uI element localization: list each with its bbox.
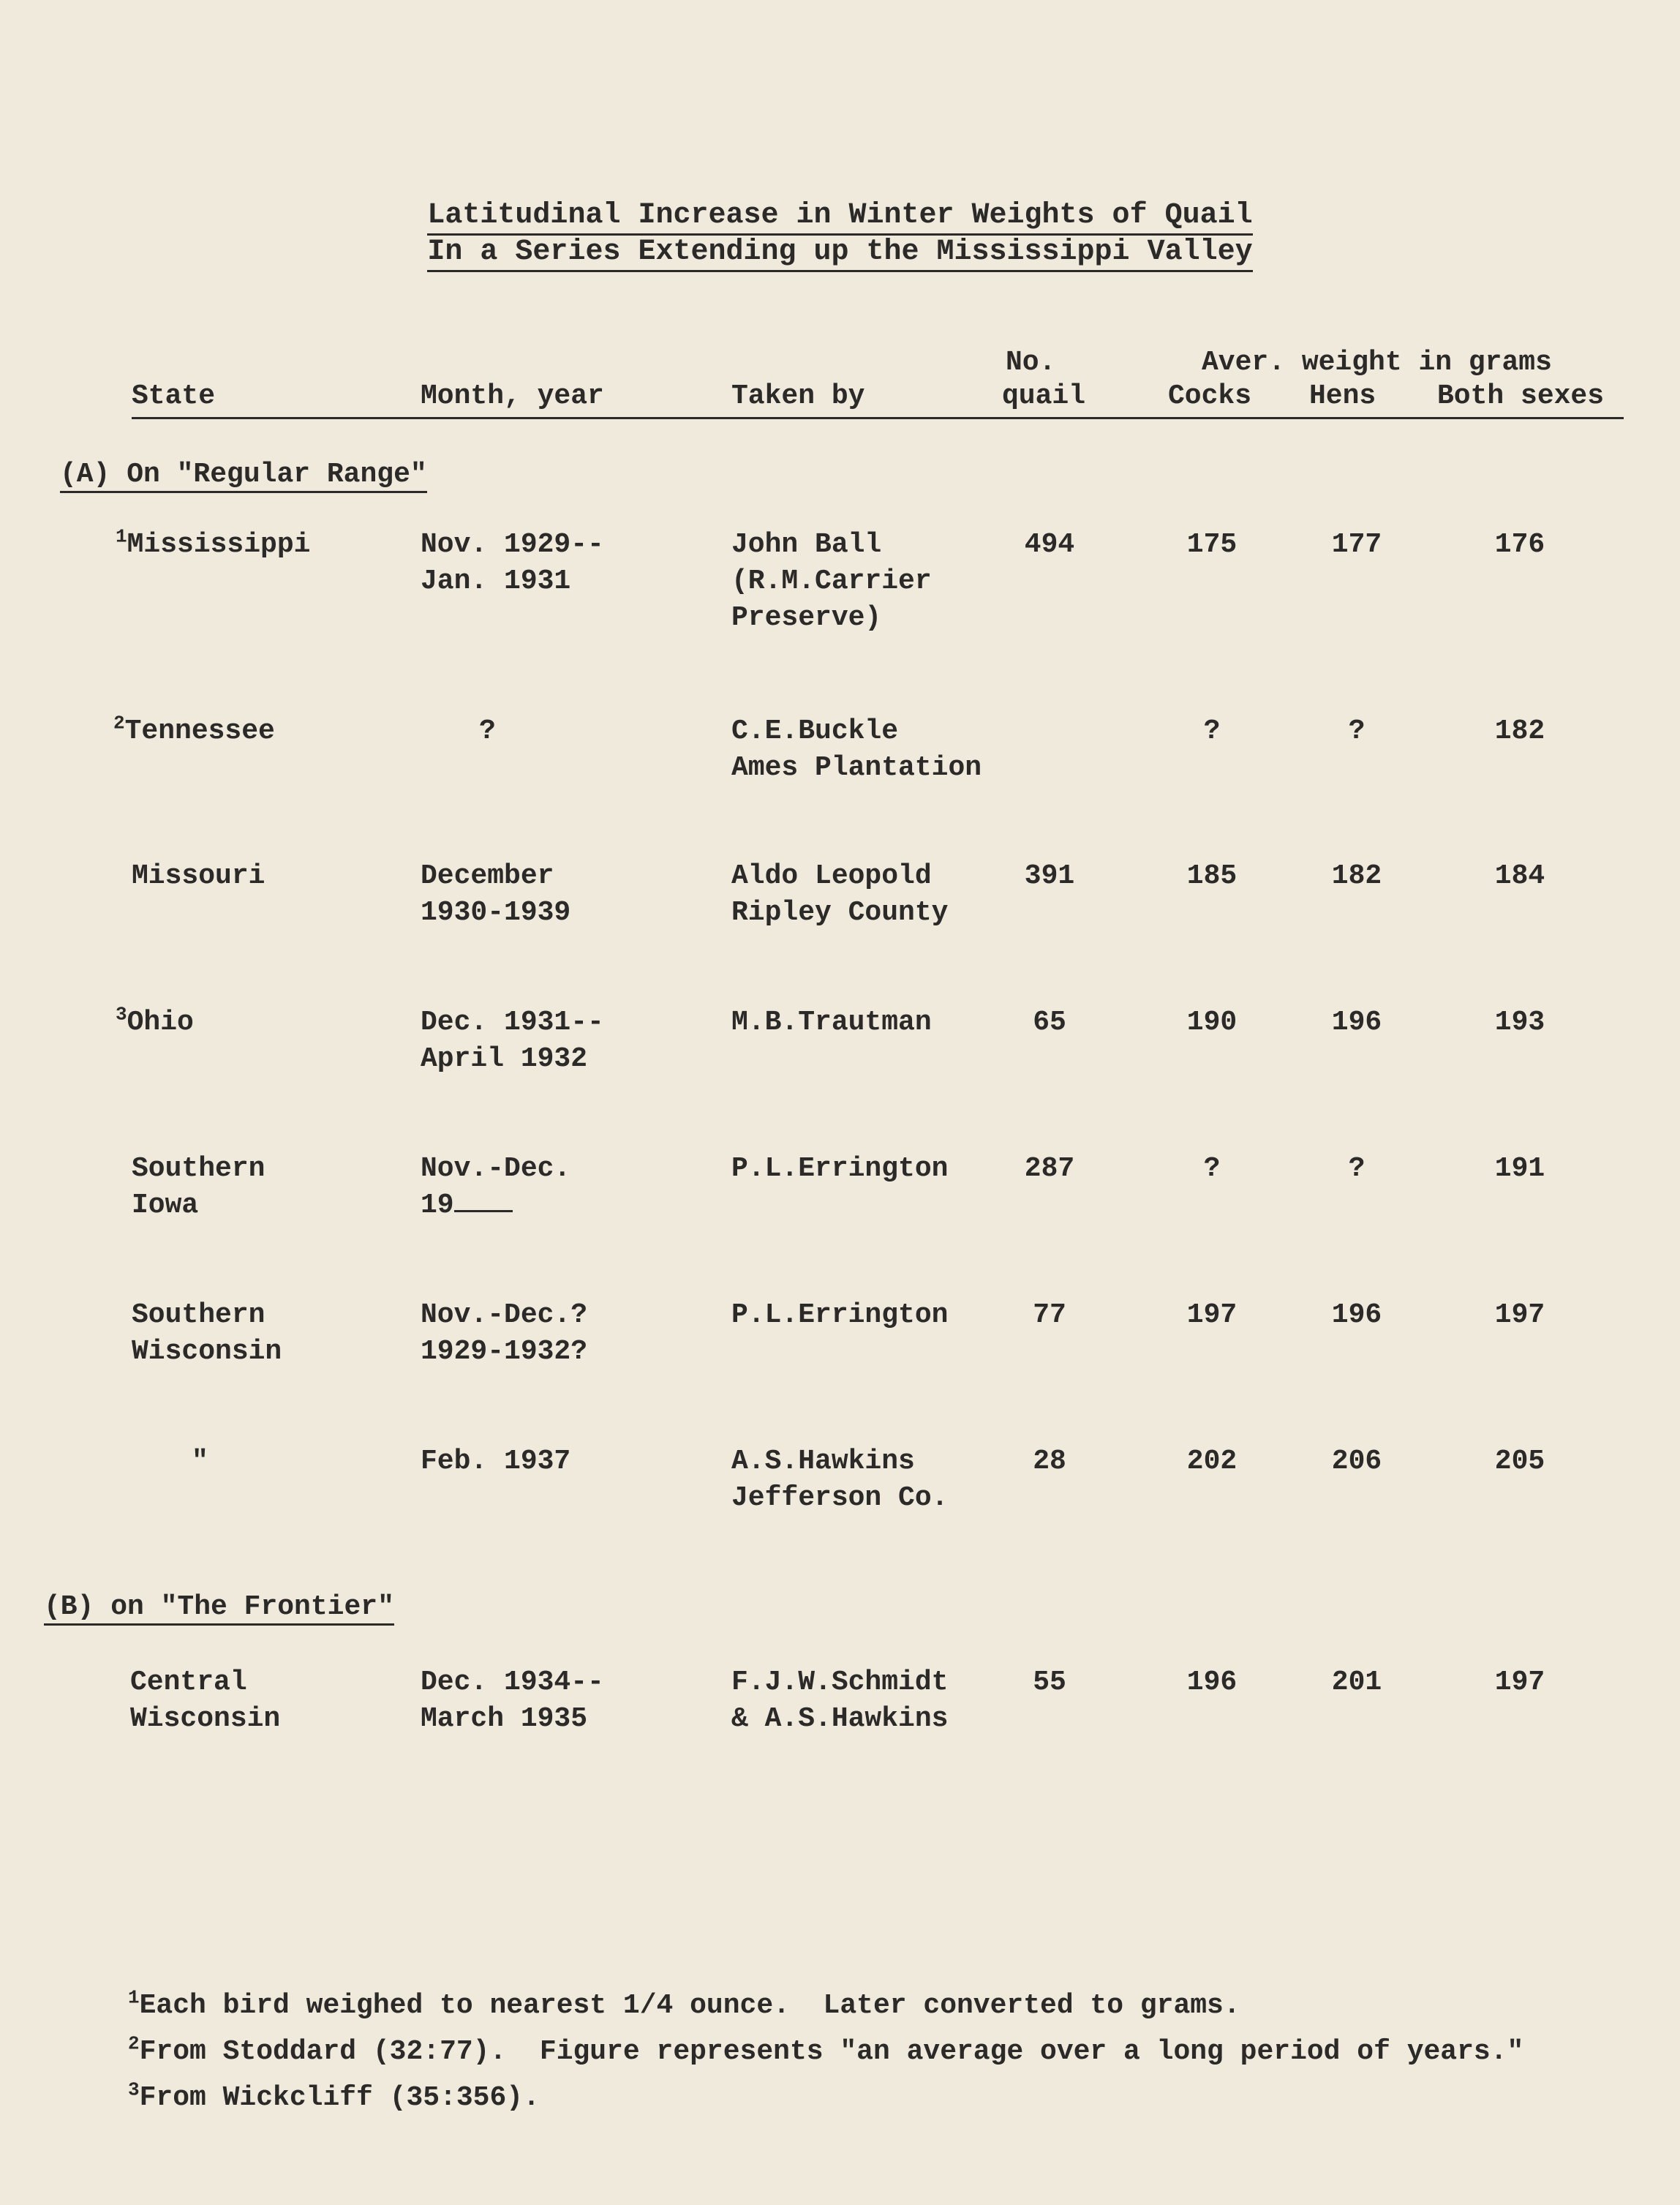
table-row-taken-by: A.S.Hawkins Jefferson Co. xyxy=(731,1446,949,1514)
table-row-both-sexes: 176 xyxy=(1494,529,1545,560)
table-row-taken-by: John Ball (R.M.Carrier Preserve) xyxy=(731,529,932,634)
footnote-1: $^1$Each bird weighed to nearest 1/4 ounce. Later converted to grams. xyxy=(128,1986,1240,2021)
blank-year-line xyxy=(454,1188,513,1212)
table-row-hens: ? xyxy=(1348,1153,1366,1184)
table-row-month: Nov.-Dec.? 1929-1932? xyxy=(421,1299,588,1367)
table-row-state: Southern Wisconsin xyxy=(132,1299,282,1367)
header-state: State xyxy=(132,380,216,412)
header-cocks: Cocks xyxy=(1168,380,1252,412)
table-row-cocks: ? xyxy=(1203,1153,1221,1184)
table-row-taken-by: P.L.Errington xyxy=(731,1153,949,1184)
table-row-state: $^3$Ohio xyxy=(116,1003,194,1038)
table-row-taken-by: P.L.Errington xyxy=(731,1299,949,1331)
table-row-hens: 177 xyxy=(1331,529,1382,560)
footnote-2: $^2$From Stoddard (32:77). Figure represents "an average over a long period of years." xyxy=(128,2032,1524,2067)
table-row-month: Feb. 1937 xyxy=(421,1446,571,1477)
table-row-both-sexes: 197 xyxy=(1494,1667,1545,1698)
table-row-state: $^2$Tennessee xyxy=(113,712,275,747)
table-row-taken-by: F.J.W.Schmidt & A.S.Hawkins xyxy=(731,1667,949,1735)
table-row-no-quail: 391 xyxy=(1024,860,1075,892)
table-row-both-sexes: 182 xyxy=(1494,715,1545,747)
table-row-month: Nov.-Dec. 19 xyxy=(421,1153,571,1221)
table-row-state: " xyxy=(192,1446,208,1477)
table-row-cocks: 196 xyxy=(1186,1667,1238,1698)
table-row-hens: ? xyxy=(1348,715,1366,747)
table-row-month: Dec. 1931-- April 1932 xyxy=(421,1007,604,1075)
table-row-hens: 201 xyxy=(1331,1667,1382,1698)
table-row-no-quail: 77 xyxy=(1033,1299,1066,1331)
table-row-cocks: 175 xyxy=(1186,529,1238,560)
header-no: No. xyxy=(1006,347,1056,378)
title-line-1: Latitudinal Increase in Winter Weights of Quail xyxy=(0,199,1680,232)
table-row-no-quail: 65 xyxy=(1033,1007,1066,1038)
header-rule xyxy=(132,417,1624,419)
title-line-2: In a Series Extending up the Mississippi Valley xyxy=(0,236,1680,268)
table-row-state: Southern Iowa xyxy=(132,1153,265,1221)
table-row-cocks: ? xyxy=(1203,715,1221,747)
table-row-cocks: 202 xyxy=(1186,1446,1238,1477)
section-the-frontier: (B) on "The Frontier" xyxy=(44,1591,394,1626)
table-row-both-sexes: 205 xyxy=(1494,1446,1545,1477)
table-row-cocks: 185 xyxy=(1186,860,1238,892)
header-month-year: Month, year xyxy=(421,380,604,412)
section-regular-range: (A) On "Regular Range" xyxy=(60,459,427,493)
table-row-no-quail: 28 xyxy=(1033,1446,1066,1477)
table-row-hens: 182 xyxy=(1331,860,1382,892)
header-quail: quail xyxy=(1002,380,1086,412)
header-both-sexes: Both sexes xyxy=(1437,380,1605,412)
table-row-month: Nov. 1929-- Jan. 1931 xyxy=(421,529,604,597)
table-row-state: Missouri xyxy=(132,860,265,892)
table-row-both-sexes: 193 xyxy=(1494,1007,1545,1038)
table-row-state: Central Wisconsin xyxy=(130,1667,281,1735)
table-row-both-sexes: 184 xyxy=(1494,860,1545,892)
table-row-month: December 1930-1939 xyxy=(421,860,571,928)
header-aver-weight: Aver. weight in grams xyxy=(1202,347,1552,378)
table-row-month: Dec. 1934-- March 1935 xyxy=(421,1667,604,1735)
table-row-both-sexes: 197 xyxy=(1494,1299,1545,1331)
table-row-both-sexes: 191 xyxy=(1494,1153,1545,1184)
table-row-cocks: 190 xyxy=(1186,1007,1238,1038)
table-row-no-quail: 55 xyxy=(1033,1667,1066,1698)
table-row-month: ? xyxy=(479,715,496,747)
table-row-hens: 206 xyxy=(1331,1446,1382,1477)
table-row-hens: 196 xyxy=(1331,1299,1382,1331)
table-row-taken-by: M.B.Trautman xyxy=(731,1007,932,1038)
footnote-3: $^3$From Wickcliff (35:356). xyxy=(128,2078,540,2114)
table-row-taken-by: Aldo Leopold Ripley County xyxy=(731,860,949,928)
table-row-no-quail: 287 xyxy=(1024,1153,1075,1184)
table-row-cocks: 197 xyxy=(1186,1299,1238,1331)
table-row-hens: 196 xyxy=(1331,1007,1382,1038)
table-row-no-quail: 494 xyxy=(1024,529,1075,560)
table-row-taken-by: C.E.Buckle Ames Plantation xyxy=(731,715,982,784)
header-hens: Hens xyxy=(1309,380,1376,412)
table-row-state: $^1$Mississippi xyxy=(116,525,311,560)
header-taken-by: Taken by xyxy=(731,380,865,412)
